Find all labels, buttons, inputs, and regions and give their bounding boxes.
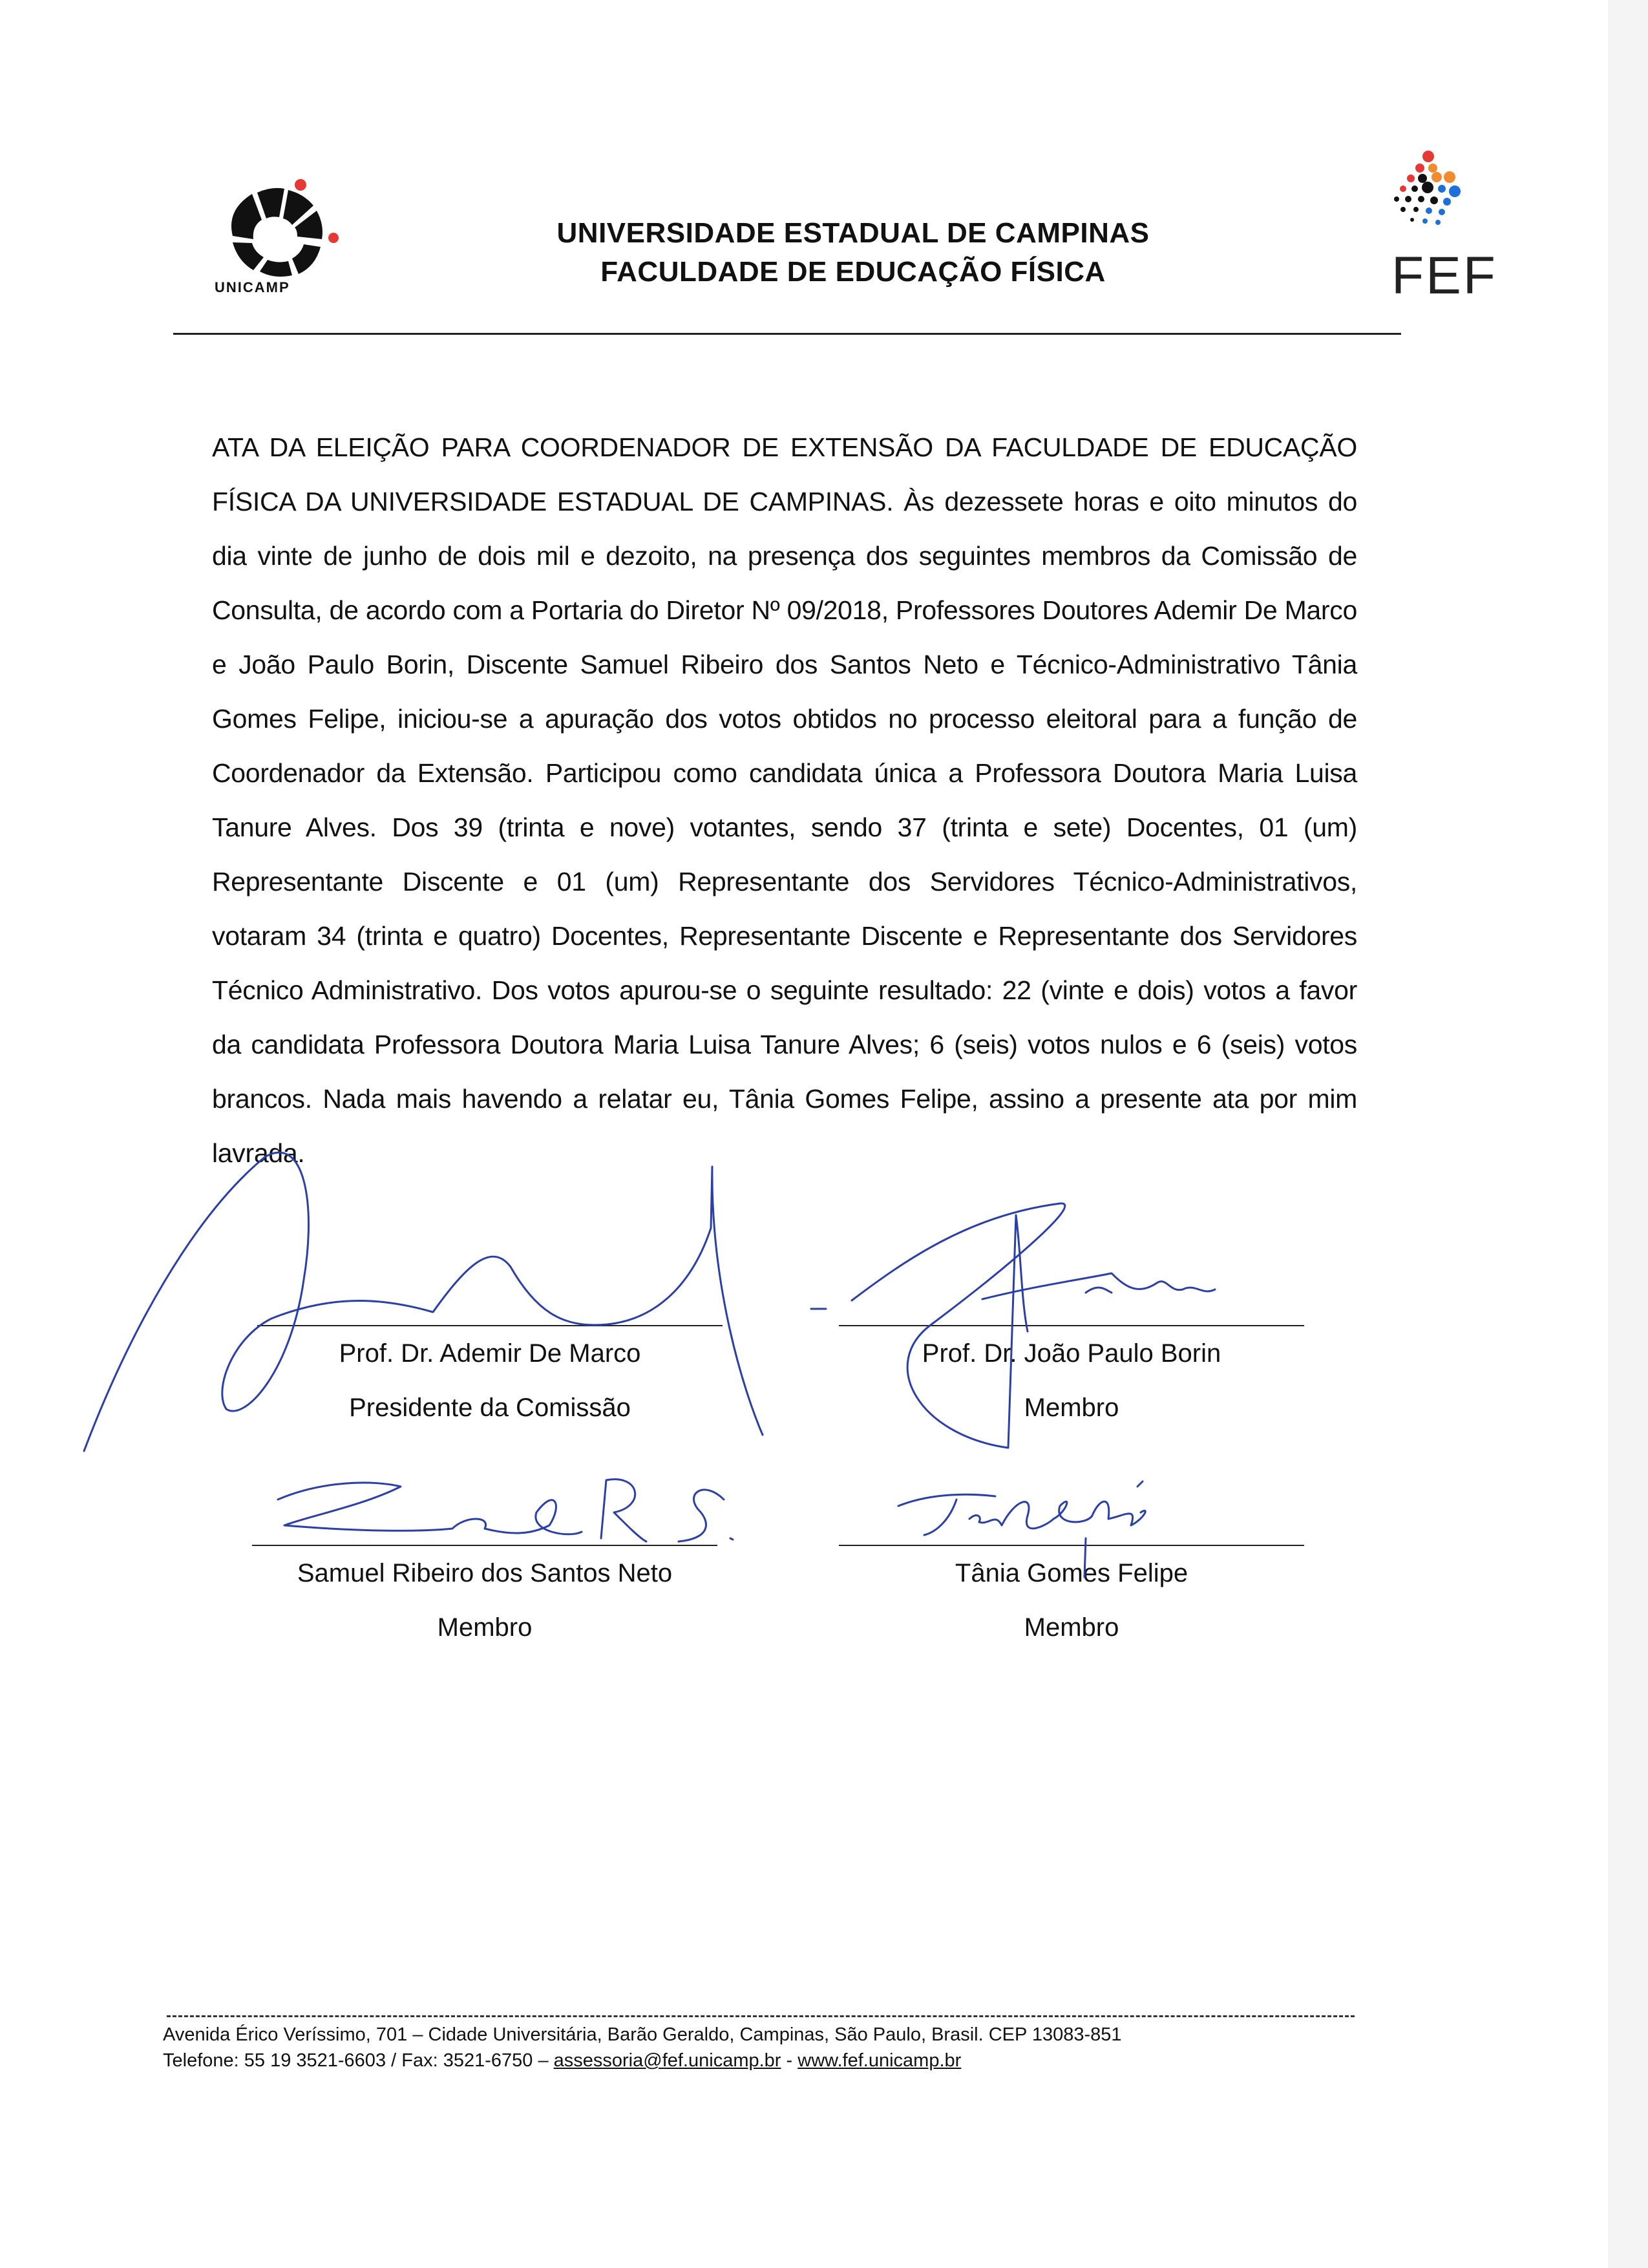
- minutes-text: ATA DA ELEIÇÃO PARA COORDENADOR DE EXTENSÃO DA FACULDADE DE EDUCAÇÃO FÍSICA DA UNIVERSIDADE ESTADUAL DE CAMPINAS. Às dezessete horas e oito minutos do dia vinte de junho de dois mil e dezoito, na presença dos seguintes membros da Comissão de Consulta, de acordo com a Portaria do Diretor Nº 09/2018, Professores Doutores Ademir De Marco e João Paulo Borin, Discente Samuel Ribeiro dos Santos Neto e Técnico-Administrativo Tânia Gomes Felipe, iniciou-se a apuração dos votos obtidos no processo eleitoral para a função de Coordenador da Extensão. Participou como candidata única a Professora Doutora Maria Luisa Tanure Alves. Dos 39 (trinta e nove) votantes, sendo 37 (trinta e sete) Docentes, 01 (um) Representante Discente e 01 (um) Representante dos Servidores Técnico-Administrativos, votaram 34 (trinta e quatro) Docentes, Representante Discente e Representante dos Servidores Técnico Administrativo. Dos votos apurou-se o seguinte resultado: 22 (vinte e dois) votos a favor da candidata Professora Doutora Maria Luisa Tanure Alves; 6 (seis) votos nulos e 6 (seis) votos brancos. Nada mais havendo a relatar eu, Tânia Gomes Felipe, assino a presente ata por mim lavrada.: [212, 432, 1357, 1168]
- unicamp-emblem-icon: [207, 175, 362, 278]
- fef-dots-icon: [1380, 149, 1477, 246]
- footer-contact: [163, 2050, 961, 2072]
- footer-address: Avenida Érico Veríssimo, 701 – Cidade Universitária, Barão Geraldo, Campinas, São Paulo, Brasil. CEP 13083-851: [163, 2024, 1122, 2045]
- signatory-name: Samuel Ribeiro dos Santos Neto: [297, 1559, 673, 1587]
- header-divider: [173, 333, 1401, 335]
- signature-block-samuel: [252, 1545, 717, 1655]
- signature-block-joao: [839, 1325, 1304, 1435]
- signatory-role: Membro: [1024, 1394, 1119, 1422]
- signature-block-tania: [839, 1545, 1304, 1655]
- fef-logo-text: FEF: [1391, 246, 1497, 305]
- page-edge-shadow: [1608, 0, 1648, 2268]
- signatory-name: Tânia Gomes Felipe: [955, 1559, 1188, 1587]
- signature-block-ademir: [257, 1325, 723, 1435]
- footer-email-link[interactable]: assessoria@fef.unicamp.br: [553, 2050, 781, 2071]
- signatory-name: Prof. Dr. João Paulo Borin: [922, 1339, 1221, 1368]
- footer-separator: -: [786, 2050, 793, 2071]
- fef-logo: [1380, 149, 1497, 310]
- signatory-role: Presidente da Comissão: [349, 1394, 631, 1422]
- signatory-name: Prof. Dr. Ademir De Marco: [339, 1339, 641, 1368]
- unicamp-logo-text: UNICAMP: [215, 279, 290, 295]
- footer-phone: Telefone: 55 19 3521-6603 / Fax: 3521-6750 –: [163, 2050, 549, 2071]
- signatory-role: Membro: [437, 1613, 533, 1642]
- faculty-name: FACULDADE DE EDUCAÇÃO FÍSICA: [600, 256, 1106, 288]
- signatory-role: Membro: [1024, 1613, 1119, 1642]
- unicamp-logo: [207, 175, 362, 304]
- university-name: UNIVERSIDADE ESTADUAL DE CAMPINAS: [556, 217, 1150, 249]
- footer-website-link[interactable]: www.fef.unicamp.br: [798, 2050, 962, 2071]
- signature-samuel-ink: [278, 1479, 733, 1542]
- footer-divider: [167, 2015, 1355, 2017]
